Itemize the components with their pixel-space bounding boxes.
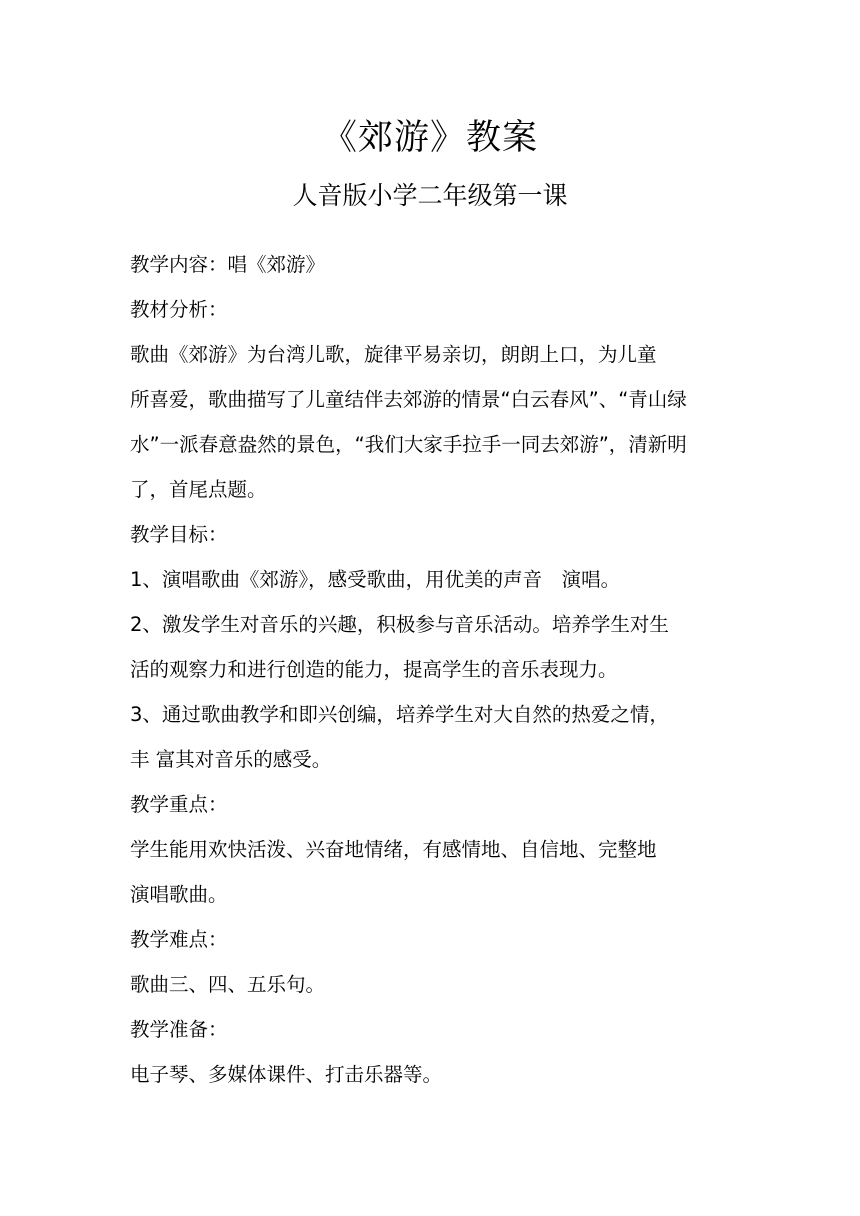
- material-analysis-paragraph: [130, 332, 732, 512]
- paragraph-line: 2、激发学生对音乐的兴趣，积极参与音乐活动。培养学生对生: [130, 613, 669, 636]
- teaching-goals-heading: 教学目标：: [130, 523, 228, 546]
- paragraph-line: 歌曲《郊游》为台湾儿歌，旋律平易亲切，朗朗上口，为儿童: [130, 343, 657, 366]
- difficulties-heading: 教学难点：: [130, 928, 228, 951]
- goal-item-3: [130, 692, 732, 782]
- paragraph-line: 了，首尾点题。: [130, 478, 267, 501]
- paragraph-line: 活的观察力和进行创造的能力，提高学生的音乐表现力。: [130, 658, 618, 681]
- paragraph-line: 丰 富其对音乐的感受。: [130, 748, 332, 771]
- document-body: [130, 242, 732, 1097]
- paragraph-line: 水”一派春意盎然的景色，“我们大家手拉手一同去郊游”，清新明: [130, 433, 687, 456]
- document-title: 《郊游》教案: [321, 118, 538, 158]
- goal-item-1: 1、演唱歌曲《郊游》，感受歌曲，用优美的声音 演唱。: [130, 568, 621, 591]
- key-points-heading: 教学重点：: [130, 793, 228, 816]
- paragraph-line: 3、通过歌曲教学和即兴创编，培养学生对大自然的热爱之情，: [130, 703, 669, 726]
- document-subtitle: 人音版小学二年级第一课: [292, 181, 568, 210]
- paragraph-line: 学生能用欢快活泼、兴奋地情绪，有感情地、自信地、完整地: [130, 838, 657, 861]
- teaching-content-heading: 教学内容：唱《郊游》: [130, 253, 326, 276]
- key-points-paragraph: [130, 827, 732, 917]
- paragraph-line: 演唱歌曲。: [130, 883, 228, 906]
- goal-item-2: [130, 602, 732, 692]
- preparation-heading: 教学准备：: [130, 1018, 228, 1041]
- paragraph-line: 所喜爱，歌曲描写了儿童结伴去郊游的情景“白云春风”、“青山绿: [130, 388, 687, 411]
- material-analysis-heading: 教材分析：: [130, 298, 228, 321]
- difficulties-text: 歌曲三、四、五乐句。: [130, 973, 326, 996]
- preparation-text: 电子琴、多媒体课件、打击乐器等。: [130, 1063, 443, 1086]
